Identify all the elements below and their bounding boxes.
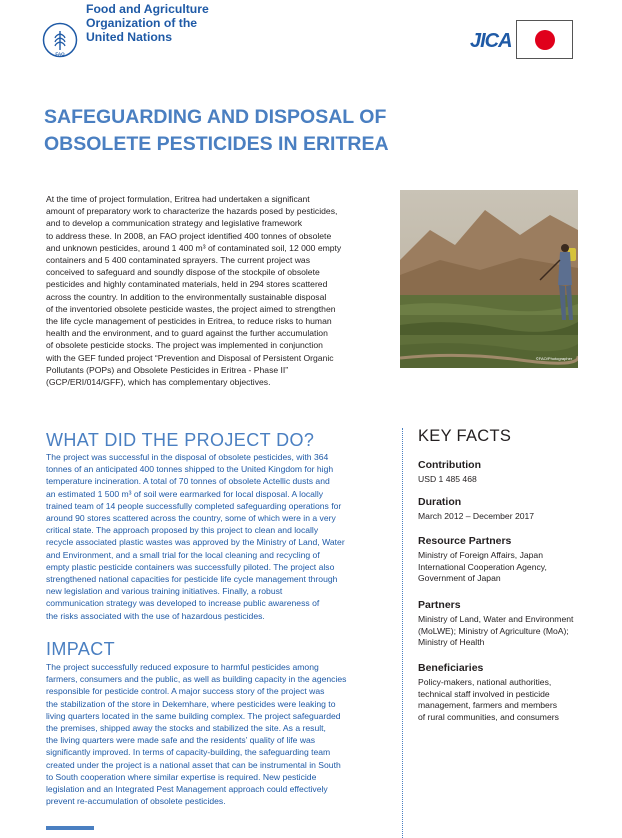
body-line: temperature incineration. A total of 70 tonnes of obsolete Actellic dusts and <box>46 476 330 487</box>
resource-partners-value <box>418 550 618 585</box>
section-heading: WHAT DID THE PROJECT DO? <box>46 430 315 450</box>
body-line: strengthened national capacities for pesticide life cycle management through <box>46 574 338 585</box>
org-line: Food and Agriculture <box>86 2 209 16</box>
body-line: responsible for pesticide control. A major success story of the project was <box>46 686 325 697</box>
body-line: recycle associated plastic wastes was approved by the Ministry of Land, Water <box>46 537 345 548</box>
body-line: and Environment, and a small trial for the local cleaning and recycling of <box>46 549 320 560</box>
flag-sun <box>535 30 555 50</box>
org-name <box>86 2 209 44</box>
body-line: The project was successful in the disposal of obsolete pesticides, with 364 <box>46 452 329 462</box>
body-line: communication strategy was developed to increase public awareness of <box>46 598 320 609</box>
org-line: Organization of the <box>86 16 198 30</box>
partners-line: Ministry of Land, Water and Environment <box>418 614 574 624</box>
body-line: to South cooperation where similar expertise is required. New pesticide <box>46 771 317 782</box>
body-line: significantly improved. In terms of capacity-building, the safeguarding team <box>46 747 331 758</box>
duration-label: Duration <box>418 496 462 508</box>
body-line: trained team of 14 people successfully completed safeguarding operations for <box>46 500 342 511</box>
body-line: the premises, shipped away the stocks and stabilized the site. As a result, <box>46 723 326 734</box>
intro-line: across the country. In addition to the environmentally sustainable disposal <box>46 291 327 302</box>
intro-line: with the GEF funded project “Prevention and Disposal of Persistent Organic <box>46 352 334 363</box>
beneficiaries-line: Policy-makers, national authorities, <box>418 677 552 687</box>
intro-line: Pollutants (POPs) and Obsolete Pesticides in Eritrea - Phase II” <box>46 364 289 375</box>
beneficiaries-label: Beneficiaries <box>418 662 484 674</box>
body-line: the living quarters were made safe and the residents’ quality of life was <box>46 735 316 746</box>
svg-text:©FAO/Photographer: ©FAO/Photographer <box>535 356 573 361</box>
field-photo <box>400 190 578 368</box>
title-line: OBSOLETE PESTICIDES IN ERITREA <box>44 133 389 155</box>
intro-line: the life cycle management of pesticides in Eritrea, to reduce risks to human <box>46 316 332 327</box>
jica-logo <box>470 30 512 53</box>
contribution-value: USD 1 485 468 <box>418 474 477 484</box>
section-body <box>46 661 386 807</box>
body-line: an estimated 1 500 m³ of soil were earmarked for local disposal. A locally <box>46 488 324 499</box>
section-heading: IMPACT <box>46 639 116 659</box>
body-line: critical state. The approach proposed by this project to clean and locally <box>46 525 319 536</box>
resource-partners-line: International Cooperation Agency, <box>418 561 547 572</box>
body-line: legislation and an Integrated Pest Management approach could effectively <box>46 784 328 795</box>
intro-paragraph <box>46 193 386 388</box>
resource-partners-line: Government of Japan <box>418 573 501 583</box>
intro-line: pesticides and highly contaminated materials, held in 294 stores scattered <box>46 279 328 290</box>
partners-label: Partners <box>418 599 461 611</box>
partners-line: (MoLWE); Ministry of Agriculture (MoA); <box>418 625 569 636</box>
partners-value <box>418 614 618 649</box>
body-line: The project successfully reduced exposure to harmful pesticides among <box>46 662 319 672</box>
beneficiaries-line: management, farmers and members <box>418 700 557 710</box>
resource-partners-line: Ministry of Foreign Affairs, Japan <box>418 550 543 560</box>
body-line: living quarters located in the same building complex. The project safeguarded <box>46 710 341 721</box>
body-line: the risks associated with the use of hazardous pesticides. <box>46 610 265 621</box>
beneficiaries-line: of rural communities, and consumers <box>418 711 559 722</box>
title-line: SAFEGUARDING AND DISPOSAL OF <box>44 106 387 128</box>
intro-line: conceived to safeguard and soundly dispose of the stockpile of obsolete <box>46 267 320 278</box>
key-facts-divider <box>402 428 403 838</box>
beneficiaries-line: technical staff involved in pesticide <box>418 688 550 699</box>
section-body <box>46 451 386 622</box>
intro-line: (GCP/ERI/014/GFF), which has complementary objectives. <box>46 377 271 388</box>
key-facts-title: KEY FACTS <box>418 427 512 445</box>
intro-line: of the inventoried obsolete pesticide wastes, the project aimed to strengthen <box>46 303 336 314</box>
body-line: empty plastic pesticide containers was successfully piloted. The project also <box>46 561 335 572</box>
org-line: United Nations <box>86 30 172 44</box>
intro-line: At the time of project formulation, Eritrea had undertaken a significant <box>46 194 310 204</box>
resource-partners-label: Resource Partners <box>418 535 512 547</box>
contribution-label: Contribution <box>418 459 481 471</box>
intro-line: containers and 5 400 contaminated sprayers. The current project was <box>46 255 311 266</box>
svg-text:FAO: FAO <box>55 51 65 57</box>
jica-label: JICA <box>470 30 512 52</box>
body-line: new legislation and various training initiatives. Finally, a robust <box>46 586 283 597</box>
japan-flag <box>516 20 573 59</box>
body-line: created under the project is a national asset that can be instrumental in South <box>46 759 341 770</box>
fao-logo <box>42 22 78 58</box>
body-line: prevent re-accumulation of obsolete pesticides. <box>46 796 226 807</box>
intro-line: and to develop a communication strategy and legislative framework <box>46 218 303 229</box>
intro-line: amount of preparatory work to characterize the hazards posed by pesticides, <box>46 206 338 217</box>
intro-line: and unknown pesticides, around 1 400 m³ of contaminated soil, 12 000 empty <box>46 242 342 253</box>
duration-value: March 2012 – December 2017 <box>418 511 535 521</box>
partners-line: Ministry of Health <box>418 637 485 647</box>
body-line: tonnes of an anticipated 400 tonnes shipped to the United Kingdom for high <box>46 464 334 475</box>
page-title <box>44 104 464 158</box>
intro-line: to address these. In 2008, an FAO project identified 400 tonnes of obsolete <box>46 230 332 241</box>
body-line: the stabilization of the store in Dekemhare, where pesticides were leaking to <box>46 698 336 709</box>
intro-line: of obsolete pesticide stocks. The project was implemented in conjunction <box>46 340 323 351</box>
intro-line: health and the environment, and to guard against the further accumulation <box>46 328 328 339</box>
beneficiaries-value <box>418 677 618 723</box>
body-line: around 90 stores scattered across the country, some of which were in a very <box>46 513 336 524</box>
footer-accent-bar <box>46 826 94 830</box>
body-line: farmers, consumers and the public, as well as building capacity in the agencies <box>46 674 347 685</box>
